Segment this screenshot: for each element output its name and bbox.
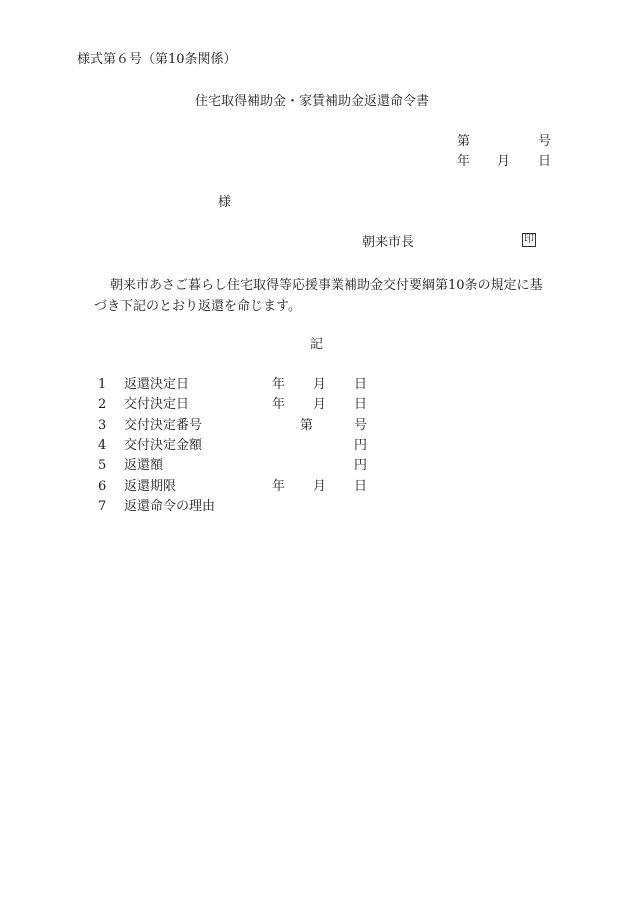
item-number: 5 [98, 458, 107, 473]
item-year: 年 [272, 479, 286, 494]
body-paragraph: 朝来市あさご暮らし住宅取得等応援事業補助金交付要綱第10条の規定に基づき下記のとおり返還を命じます。 [94, 278, 543, 314]
item-label: 返還期限 [124, 479, 177, 494]
item-number: 3 [98, 418, 107, 433]
item-number: 7 [98, 499, 107, 514]
item-row [0, 418, 630, 438]
item-month: 月 [313, 479, 327, 494]
document-title: 住宅取得補助金・家賃補助金返還命令書 [195, 94, 430, 109]
item-number: 6 [98, 479, 107, 494]
item-number: 2 [98, 397, 107, 412]
item-day: 日 [354, 479, 368, 494]
item-row [0, 499, 630, 519]
item-prefix: 第 [300, 418, 314, 433]
date-year: 年 [457, 154, 471, 169]
item-row [0, 458, 630, 478]
item-label: 交付決定金額 [124, 438, 203, 453]
addressee-suffix: 様 [218, 195, 232, 210]
form-number: 様式第６号（第10条関係） [77, 52, 237, 67]
item-day: 日 [354, 397, 368, 412]
item-label: 返還決定日 [124, 377, 190, 392]
item-unit: 円 [354, 438, 368, 453]
item-day: 日 [354, 377, 368, 392]
item-label: 返還命令の理由 [124, 499, 216, 514]
item-row [0, 377, 630, 397]
item-month: 月 [313, 397, 327, 412]
item-month: 月 [313, 377, 327, 392]
item-row [0, 397, 630, 417]
item-label: 交付決定日 [124, 397, 190, 412]
item-year: 年 [272, 397, 286, 412]
item-label: 返還額 [124, 458, 164, 473]
item-number: 4 [98, 438, 107, 453]
item-label: 交付決定番号 [124, 418, 203, 433]
date-day: 日 [538, 154, 552, 169]
date-month: 月 [497, 154, 511, 169]
item-number: 1 [98, 377, 107, 392]
issuer-name: 朝来市長 [362, 235, 415, 250]
item-row [0, 438, 630, 458]
ki-heading: 記 [310, 337, 324, 352]
item-unit: 円 [354, 458, 368, 473]
doc-number-prefix: 第 [457, 134, 471, 149]
doc-number-suffix: 号 [538, 134, 552, 149]
item-row [0, 479, 630, 499]
seal-mark: 印 [524, 234, 534, 245]
item-suffix: 号 [354, 418, 368, 433]
item-year: 年 [272, 377, 286, 392]
